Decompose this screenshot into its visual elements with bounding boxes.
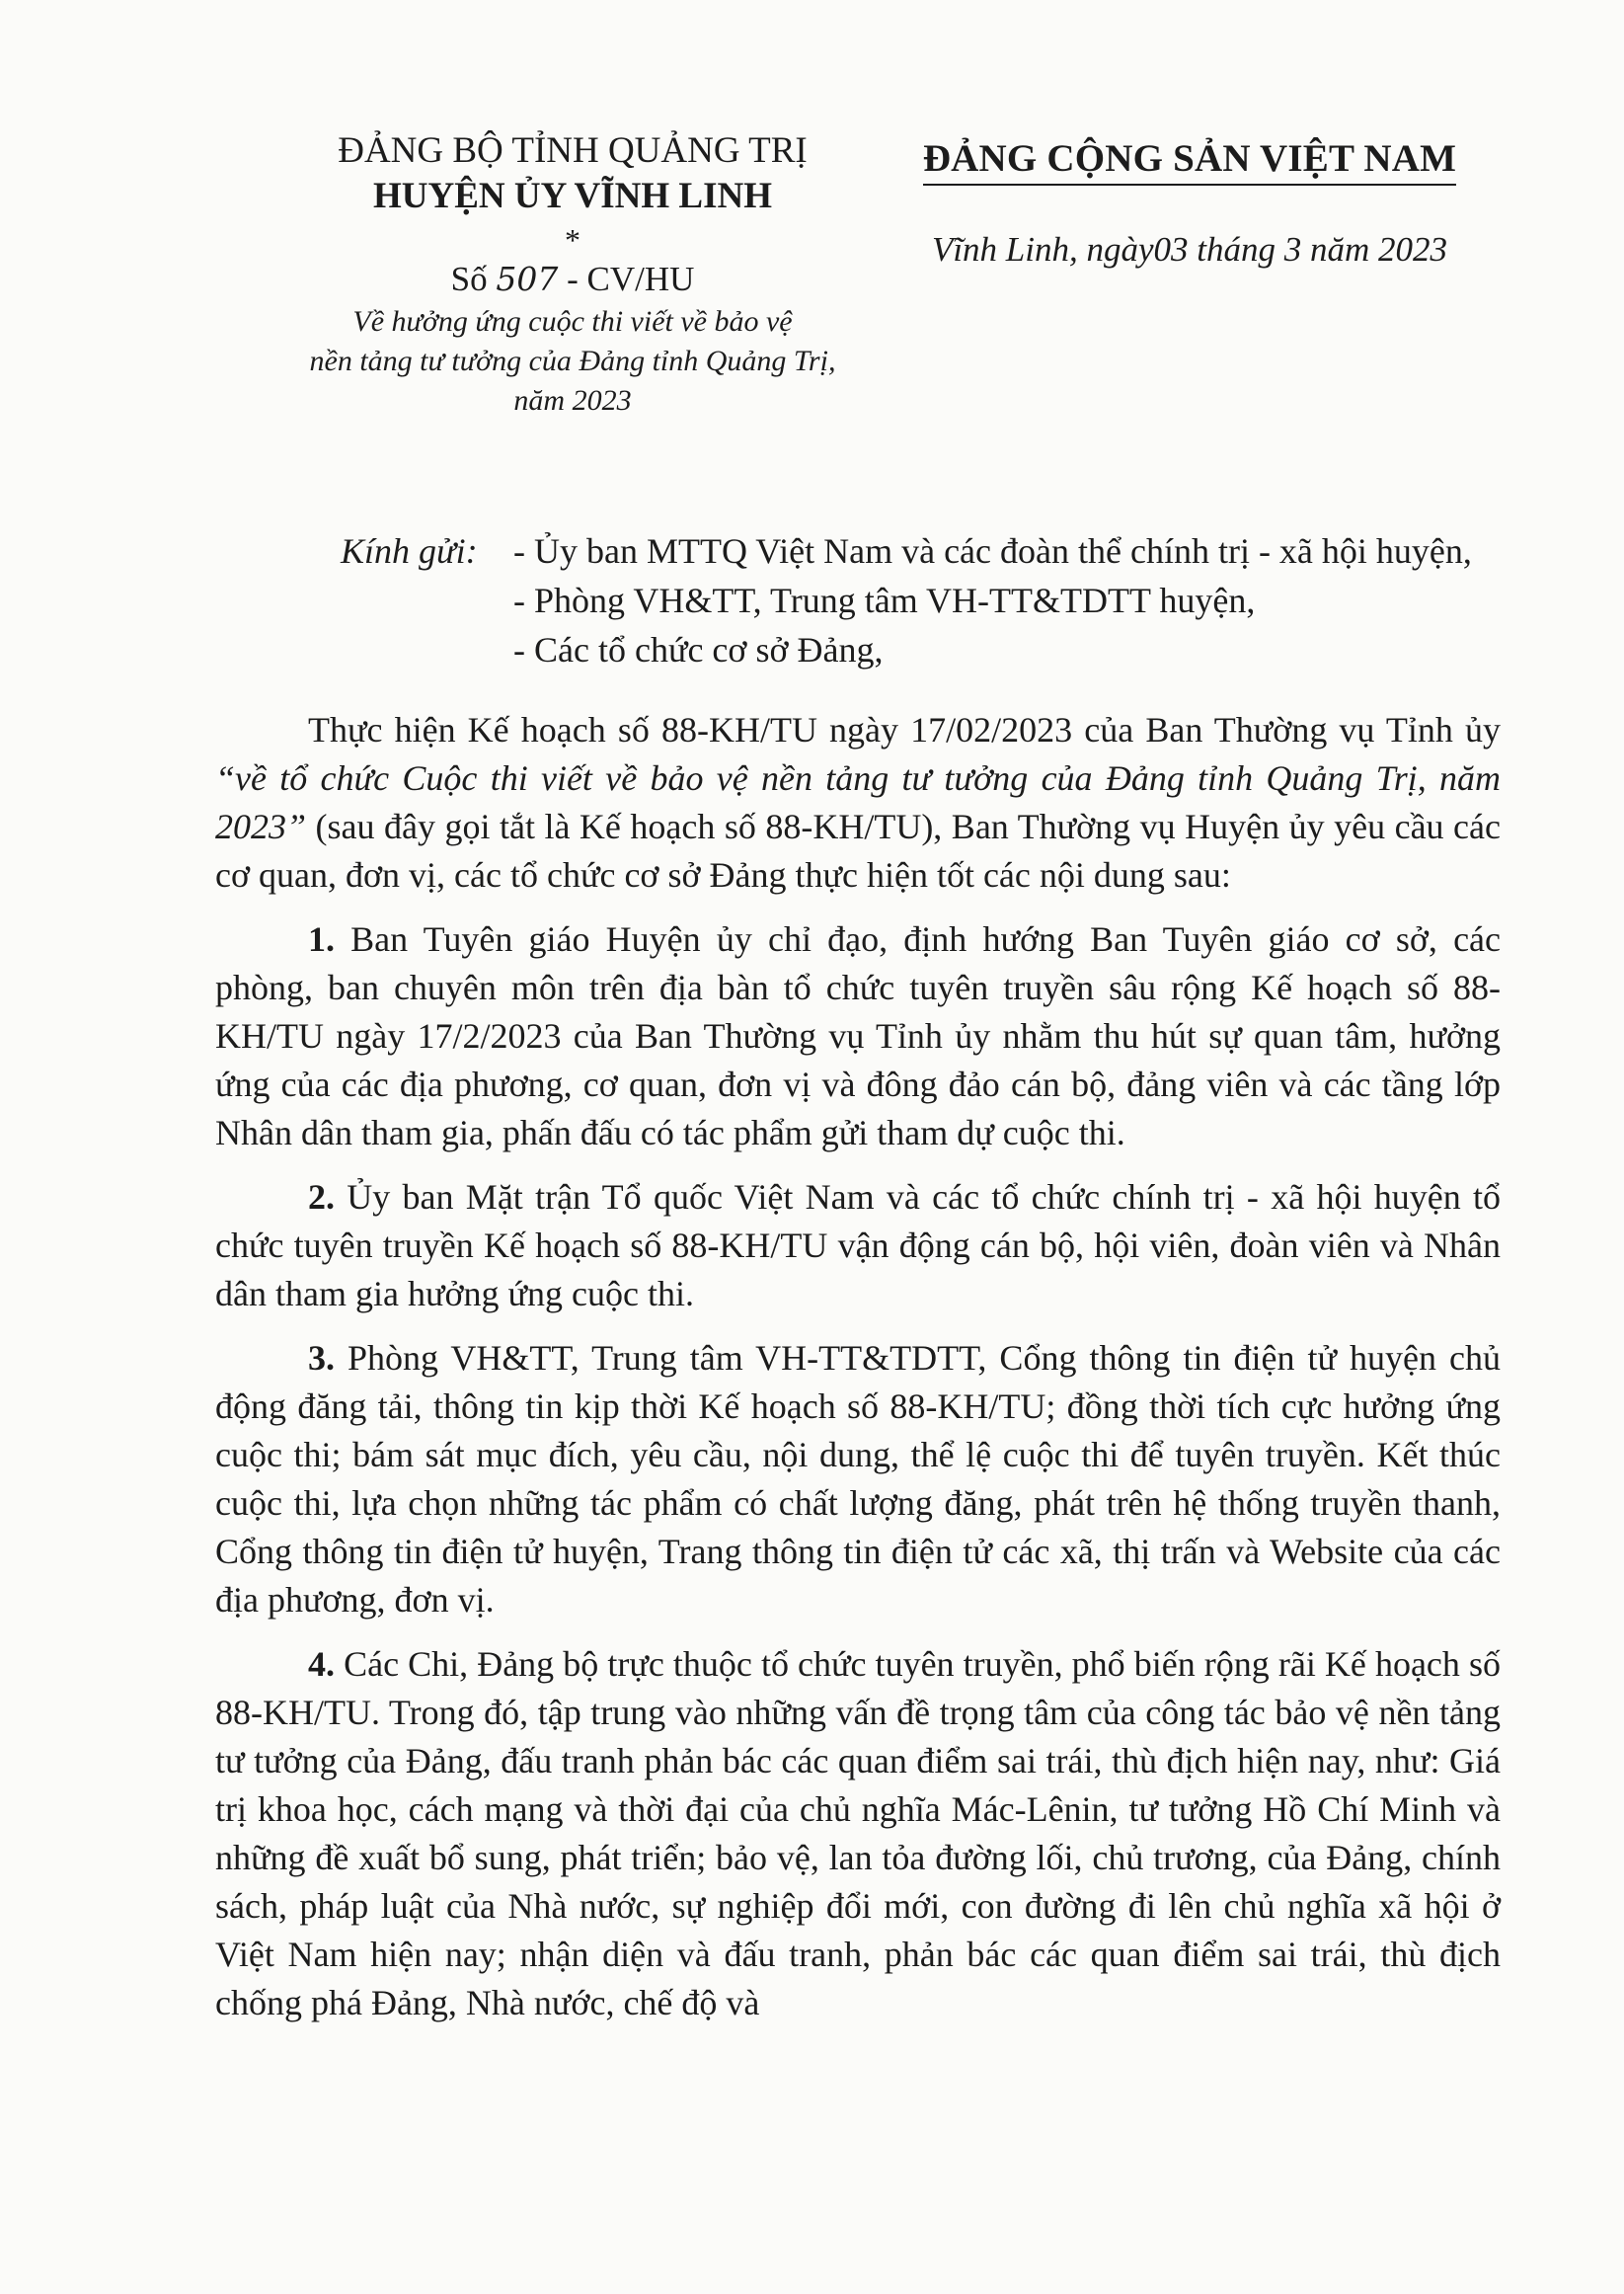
party-name: ĐẢNG CỘNG SẢN VIỆT NAM <box>923 136 1456 186</box>
recipients-block <box>341 526 1472 674</box>
recipient-row <box>341 625 1472 674</box>
national-header-block <box>903 136 1476 273</box>
item-number: 3. <box>308 1338 335 1378</box>
intro-quoted-title: “về tổ chức Cuộc thi viết về bảo vệ nền tảng tư tưởng của Đảng tỉnh Quảng Trị, năm 2023” <box>215 758 1501 846</box>
provincial-party-committee: ĐẢNG BỘ TỈNH QUẢNG TRỊ <box>338 130 808 171</box>
recipient-row <box>341 526 1472 576</box>
document-subject <box>296 302 849 421</box>
item-text: Ban Tuyên giáo Huyện ủy chỉ đạo, định hướng Ban Tuyên giáo cơ sở, các phòng, ban chuyên môn trên địa bàn tổ chức tuyên truyền sâu rộng Kế hoạch số 88-KH/TU ngày 17/2/2023 của Ban Thường vụ Tỉnh ủy nhằm thu hút sự quan tâm, hưởng ứng của các địa phương, cơ quan, đơn vị và đông đảo cán bộ, đảng viên và các tầng lớp Nhân dân tham gia, phấn đấu có tác phẩm gửi tham dự cuộc thi. <box>215 919 1501 1152</box>
separator-star: * <box>565 222 580 258</box>
subject-line-1: Về hưởng ứng cuộc thi viết về bảo vệ <box>352 305 793 338</box>
item-paragraph <box>215 915 1501 1157</box>
district-party-committee: HUYỆN ỦY VĨNH LINH <box>373 176 772 216</box>
date-prefix: Vĩnh Linh, ngày <box>931 230 1154 269</box>
item-number: 2. <box>308 1177 335 1217</box>
document-date <box>903 227 1476 273</box>
document-body <box>215 706 1501 2043</box>
item-paragraph <box>215 1640 1501 2027</box>
recipients-label: Kính gửi: <box>341 531 478 571</box>
recipient-row <box>341 576 1472 625</box>
date-day: 03 <box>1153 230 1189 269</box>
date-suffix: tháng 3 năm 2023 <box>1197 230 1448 269</box>
item-text: Phòng VH&TT, Trung tâm VH-TT&TDTT, Cổng thông tin điện tử huyện chủ động đăng tải, thông tin kịp thời Kế hoạch số 88-KH/TU; đồng thời tích cực hưởng ứng cuộc thi; bám sát mục đích, yêu cầu, nội dung, thể lệ cuộc thi để tuyên truyền. Kết thúc cuộc thi, lựa chọn những tác phẩm có chất lượng đăng, phát trên hệ thống truyền thanh, Cổng thông tin điện tử huyện, Trang thông tin điện tử các xã, thị trấn và Website của các địa phương, đơn vị. <box>215 1338 1501 1620</box>
intro-text-2: (sau đây gọi tắt là Kế hoạch số 88-KH/TU), Ban Thường vụ Huyện ủy yêu cầu các cơ quan, đơn vị, các tổ chức cơ sở Đảng thực hiện tốt các nội dung sau: <box>215 807 1501 895</box>
item-text: Các Chi, Đảng bộ trực thuộc tổ chức tuyên truyền, phổ biến rộng rãi Kế hoạch số 88-KH/TU. Trong đó, tập trung vào những vấn đề trọng tâm của công tác bảo vệ nền tảng tư tưởng của Đảng, đấu tranh phản bác các quan điểm sai trái, thù địch hiện nay, như: Giá trị khoa học, cách mạng và thời đại của chủ nghĩa Mác-Lênin, tư tưởng Hồ Chí Minh và những đề xuất bổ sung, phát triển; bảo vệ, lan tỏa đường lối, chủ trương, của Đảng, chính sách, pháp luật của Nhà nước, sự nghiệp đổi mới, con đường đi lên chủ nghĩa xã hội ở Việt Nam hiện nay; nhận diện và đấu tranh, phản bác các quan điểm sai trái, thù địch chống phá Đảng, Nhà nước, chế độ và <box>215 1644 1501 2022</box>
item-number: 1. <box>308 919 335 959</box>
subject-line-3: năm 2023 <box>513 384 632 417</box>
document-number <box>296 257 849 302</box>
item-paragraph <box>215 1173 1501 1318</box>
issuing-authority-block <box>296 128 849 421</box>
doc-number-prefix: Số <box>450 260 488 298</box>
item-paragraph <box>215 1334 1501 1624</box>
doc-number-handwritten: 507 <box>496 260 559 298</box>
recipient-item: - Phòng VH&TT, Trung tâm VH-TT&TDTT huyện, <box>513 581 1256 620</box>
item-number: 4. <box>308 1644 335 1684</box>
subject-line-2: nền tảng tư tưởng của Đảng tỉnh Quảng Trị, <box>309 345 836 377</box>
recipient-item: - Ủy ban MTTQ Việt Nam và các đoàn thể chính trị - xã hội huyện, <box>513 531 1472 571</box>
item-text: Ủy ban Mặt trận Tổ quốc Việt Nam và các tổ chức chính trị - xã hội huyện tổ chức tuyên truyền Kế hoạch số 88-KH/TU vận động cán bộ, hội viên, đoàn viên và Nhân dân tham gia hưởng ứng cuộc thi. <box>215 1177 1501 1313</box>
intro-text-1: Thực hiện Kế hoạch số 88-KH/TU ngày 17/02/2023 của Ban Thường vụ Tỉnh ủy <box>308 710 1501 750</box>
intro-paragraph <box>215 706 1501 900</box>
doc-number-suffix: - CV/HU <box>567 260 695 298</box>
recipient-item: - Các tổ chức cơ sở Đảng, <box>513 630 884 670</box>
